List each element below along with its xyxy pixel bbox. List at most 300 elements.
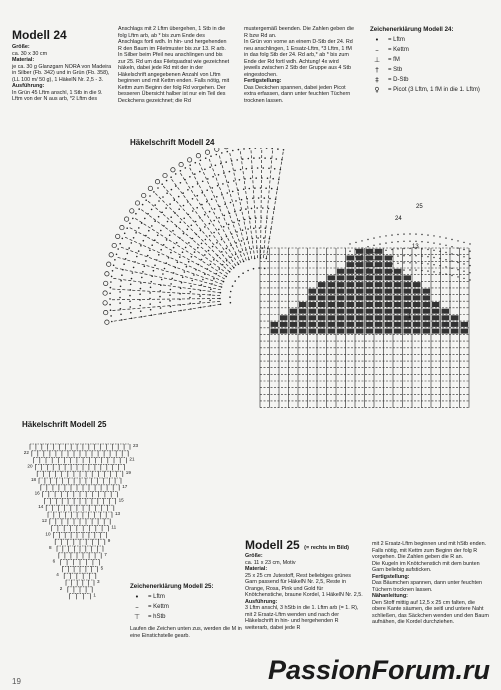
chain-stitch-mark	[263, 167, 265, 169]
chain-stitch-mark	[176, 242, 178, 244]
chain-stitch-mark	[110, 287, 112, 289]
chain-stitch-mark	[367, 268, 368, 269]
picot-mark	[155, 180, 159, 184]
chain-stitch-mark	[119, 297, 121, 299]
chart-24-row-label: 24	[395, 216, 402, 222]
chain-stitch-mark	[201, 243, 203, 245]
chain-stitch-mark	[221, 152, 223, 154]
chain-stitch-mark	[132, 218, 134, 220]
chain-stitch-mark	[160, 230, 162, 232]
chain-stitch-mark	[223, 226, 225, 228]
filet-filled-block	[347, 289, 355, 294]
chain-stitch-mark	[209, 166, 211, 168]
chart-25-row-number: 12	[41, 517, 47, 523]
chain-stitch-mark	[188, 261, 190, 263]
chain-stitch-mark	[204, 214, 206, 216]
chain-stitch-mark	[427, 242, 428, 243]
chain-stitch-mark	[439, 243, 440, 244]
chain-stitch-mark	[272, 178, 274, 180]
chain-stitch-mark	[427, 263, 428, 264]
chain-stitch-mark	[433, 235, 434, 236]
chain-stitch-mark	[222, 264, 224, 266]
stitch-symbol-icon: •	[374, 36, 380, 44]
chain-stitch-mark	[226, 260, 228, 262]
filet-filled-block	[299, 309, 307, 314]
filet-filled-block	[385, 302, 393, 307]
chain-stitch-mark	[189, 297, 191, 299]
chain-stitch-mark	[415, 241, 416, 242]
picot-mark	[187, 158, 191, 162]
filet-filled-block	[413, 322, 421, 327]
chain-stitch-mark	[120, 280, 122, 282]
chart-25-row-number: 22	[23, 449, 29, 455]
chain-stitch-mark	[129, 295, 131, 297]
chain-stitch-mark	[166, 180, 168, 182]
model-24-middle-text: Anschlags mit 2 Lftm übergehen, 1 Stb in die folg Lftm arb, ab * bis zum Ende des Anschlags fortl wdh. In hin- und hergehenden R den Baum im Filetmuster bis zur 13. R arb. In Silber beim Pfeil neu anschlingen und bis zur 25. Rd um das Filetquadrat wie gezeichnet häkeln, dabei jede Rd mit der in der Häkelschrift angegebenen Anzahl von Lftm beginnen und mit Kettm enden. Falls nötig, mit Kettm zum Beginn der folg Rd vorgehen. Der besseren Übersicht halber ist nur ein Teil des Deckchens gezeichnet; die Rd	[118, 26, 230, 104]
chart-25-title: Häkelschrift Modell 25	[22, 420, 107, 429]
filet-filled-block	[413, 309, 421, 314]
picot-mark	[148, 186, 152, 190]
chain-stitch-mark	[250, 178, 252, 180]
stitch-symbol-icon: ⊤	[133, 613, 141, 621]
filet-filled-block	[394, 315, 402, 320]
filet-filled-block	[299, 302, 307, 307]
chain-stitch-mark	[271, 148, 273, 149]
chain-stitch-mark	[235, 200, 237, 202]
chain-stitch-mark	[171, 189, 173, 191]
chain-stitch-mark	[257, 237, 259, 239]
filet-filled-block	[347, 322, 355, 327]
picot-mark	[179, 162, 183, 166]
chain-stitch-mark	[133, 267, 135, 269]
chain-stitch-mark	[259, 227, 261, 229]
filet-filled-block	[328, 295, 336, 300]
chain-stitch-mark	[463, 256, 464, 257]
chain-stitch-mark	[463, 263, 464, 264]
chain-stitch-mark	[132, 272, 134, 274]
filet-filled-block	[309, 295, 317, 300]
chain-stitch-mark	[180, 170, 182, 172]
legend-24-label: = Picot (3 Lftm, 1 fM in die 1. Lftm)	[388, 87, 480, 93]
chain-stitch-mark	[120, 314, 122, 316]
chain-stitch-mark	[227, 192, 229, 194]
chain-stitch-mark	[367, 246, 368, 247]
chain-stitch-mark	[433, 242, 434, 243]
chain-stitch-mark	[149, 250, 151, 252]
filet-filled-block	[347, 262, 355, 267]
chain-stitch-mark	[214, 208, 216, 210]
filet-filled-block	[413, 315, 421, 320]
chain-stitch-mark	[192, 186, 194, 188]
filet-filled-block	[451, 315, 459, 320]
chain-stitch-mark	[170, 283, 172, 285]
size-label: Größe:	[12, 44, 30, 50]
filet-filled-block	[356, 295, 364, 300]
chain-stitch-mark	[130, 284, 132, 286]
filet-filled-block	[347, 295, 355, 300]
chain-stitch-mark	[192, 210, 194, 212]
filet-filled-block	[347, 329, 355, 334]
chain-stitch-mark	[469, 243, 470, 244]
filet-filled-block	[442, 315, 450, 320]
filet-filled-block	[461, 322, 469, 327]
chain-stitch-mark	[403, 262, 404, 263]
chain-stitch-mark	[451, 275, 452, 276]
filet-filled-block	[432, 329, 440, 334]
chain-stitch-mark	[242, 158, 244, 160]
picot-mark	[196, 154, 200, 158]
chain-stitch-mark	[253, 268, 255, 270]
picot-mark	[163, 173, 167, 177]
filet-filled-block	[432, 309, 440, 314]
chain-stitch-mark	[143, 240, 145, 242]
filet-filled-block	[356, 282, 364, 287]
filet-filled-block	[423, 315, 431, 320]
chain-stitch-mark	[120, 286, 122, 288]
chain-stitch-mark	[159, 302, 161, 304]
filet-filled-block	[375, 275, 383, 280]
material-text: je ca. 30 g Glanzgarn NORA von Madeira in Silber (Fb. 342) und in Grün (Fb. 358), (LL 100 m/ 50 g), 1 HäkelN Nr. 2,5 - 3.	[12, 63, 112, 83]
chain-stitch-mark	[193, 274, 195, 276]
chain-stitch-mark	[153, 191, 155, 193]
chain-stitch-mark	[243, 188, 245, 190]
picot-mark	[135, 201, 139, 205]
chain-stitch-mark	[140, 288, 142, 290]
treble-stitch-line	[111, 278, 220, 293]
filet-filled-block	[337, 275, 345, 280]
chain-stitch-mark	[180, 182, 182, 184]
filet-filled-block	[451, 329, 459, 334]
chain-stitch-mark	[269, 198, 271, 200]
chain-stitch-mark	[211, 198, 213, 200]
chain-stitch-mark	[409, 241, 410, 242]
right-text-2: In Grün von vorne an einem D-Stb der 24. Rd neu anschlingen, 1 Ersatz-Lftm, *3 Lftm, 1 fM in das folg Stb der 24. Rd arb,* ab * bis zum Ende der Rd fortl wdh. Achtung! 4x wird jeweils zwischen 2 Stb der Gruppe aus 4 Stb eingestochen.	[244, 39, 353, 78]
legend-24-item	[370, 55, 495, 65]
chain-stitch-mark	[162, 196, 164, 198]
size-value: ca. 30 x 30 cm	[12, 50, 48, 57]
filet-filled-block	[328, 275, 336, 280]
ausfuehrung-label: Ausführung:	[12, 83, 45, 89]
filet-filled-block	[394, 329, 402, 334]
chain-stitch-mark	[150, 309, 152, 311]
filet-filled-block	[337, 289, 345, 294]
chain-stitch-mark	[208, 250, 210, 252]
chart-25-row-number: 9	[107, 538, 111, 544]
chart-25-row-number: 3	[97, 579, 100, 584]
chain-stitch-mark	[180, 288, 182, 290]
chain-stitch-mark	[123, 263, 125, 265]
chain-stitch-mark	[157, 235, 159, 237]
chain-stitch-mark	[178, 196, 180, 198]
model-25-text	[245, 553, 363, 631]
chain-stitch-mark	[239, 179, 241, 181]
filet-filled-block	[347, 275, 355, 280]
chain-stitch-mark	[195, 221, 197, 223]
filet-filled-block	[347, 256, 355, 261]
filet-filled-block	[375, 295, 383, 300]
filet-filled-block	[404, 309, 412, 314]
filet-filled-block	[385, 315, 393, 320]
chain-stitch-mark	[234, 170, 236, 172]
chain-stitch-mark	[433, 250, 434, 251]
filet-filled-block	[375, 302, 383, 307]
filet-filled-block	[337, 329, 345, 334]
chain-stitch-mark	[199, 301, 201, 303]
filet-filled-block	[309, 322, 317, 327]
chain-stitch-mark	[255, 177, 257, 179]
filet-filled-block	[318, 289, 326, 294]
filet-filled-block	[413, 289, 421, 294]
chain-stitch-mark	[235, 242, 237, 244]
chain-stitch-mark	[154, 204, 156, 206]
chain-stitch-mark	[217, 185, 219, 187]
fertig-text: Das Deckchen spannen, dabei jeden Picot extra erfassen, dann unter feuchten Tüchern trocknen lassen.	[244, 84, 351, 104]
chain-stitch-mark	[240, 169, 242, 171]
chain-stitch-mark	[162, 273, 164, 275]
filet-filled-block	[328, 315, 336, 320]
chain-stitch-mark	[135, 232, 137, 234]
chain-stitch-mark	[439, 236, 440, 237]
chain-stitch-mark	[283, 149, 285, 151]
filet-filled-block	[347, 269, 355, 274]
legend-25-note: Laufen die Zeichen unten zus, werden die M in eine Einstichstelle gearb.	[130, 626, 242, 639]
chain-stitch-mark	[178, 208, 180, 210]
filet-filled-block	[356, 302, 364, 307]
chain-stitch-mark	[129, 301, 131, 303]
filet-filled-block	[366, 309, 374, 314]
chain-stitch-mark	[161, 183, 163, 185]
chart-25-row-number: 2	[59, 585, 63, 591]
chain-stitch-mark	[160, 290, 162, 292]
chain-stitch-mark	[140, 282, 142, 284]
chain-stitch-mark	[173, 247, 175, 249]
chain-stitch-mark	[247, 228, 249, 230]
chain-stitch-mark	[109, 304, 111, 306]
filet-filled-block	[366, 289, 374, 294]
treble-stitch-line	[240, 149, 255, 258]
chain-stitch-mark	[166, 239, 168, 241]
filet-filled-block	[375, 282, 383, 287]
chain-stitch-mark	[183, 205, 185, 207]
filet-filled-block	[385, 256, 393, 261]
page-number: 19	[12, 677, 21, 686]
chain-stitch-mark	[213, 278, 215, 280]
chain-stitch-mark	[113, 265, 115, 267]
chain-stitch-mark	[170, 252, 172, 254]
chain-stitch-mark	[265, 187, 267, 189]
chain-stitch-mark	[349, 243, 350, 244]
chain-stitch-mark	[227, 151, 229, 153]
legend-24-label: = D-Stb	[388, 77, 409, 83]
chain-stitch-mark	[267, 177, 269, 179]
stitch-symbol-icon: –	[135, 603, 139, 611]
chain-stitch-mark	[138, 250, 140, 252]
chain-stitch-mark	[124, 233, 126, 235]
filet-filled-block	[423, 322, 431, 327]
chain-stitch-mark	[175, 173, 177, 175]
filet-filled-block	[309, 302, 317, 307]
chain-stitch-mark	[257, 167, 259, 169]
picot-mark	[104, 310, 108, 314]
legend-24-item	[370, 75, 495, 85]
filet-filled-block	[299, 322, 307, 327]
filet-filled-block	[328, 322, 336, 327]
chain-stitch-mark	[209, 300, 211, 302]
chain-stitch-mark	[205, 239, 207, 241]
treble-stitch-line	[229, 151, 251, 259]
chain-stitch-mark	[127, 253, 129, 255]
chain-stitch-mark	[204, 169, 206, 171]
chart-24-row-label: 1	[408, 314, 412, 320]
chart-25-row-number: 7	[104, 551, 107, 557]
chain-stitch-mark	[451, 253, 452, 254]
chain-stitch-mark	[204, 273, 206, 275]
chain-stitch-mark	[271, 188, 273, 190]
legend-25-item	[130, 612, 242, 622]
chain-stitch-mark	[246, 168, 248, 170]
chain-stitch-mark	[216, 154, 218, 156]
filet-filled-block	[328, 309, 336, 314]
chain-stitch-mark	[170, 289, 172, 291]
chain-stitch-mark	[182, 277, 184, 279]
chain-stitch-mark	[201, 204, 203, 206]
chain-stitch-mark	[130, 306, 132, 308]
chain-stitch-mark	[213, 259, 215, 261]
chart-25-row-number: 10	[45, 531, 51, 537]
chain-stitch-mark	[233, 180, 235, 182]
filet-filled-block	[337, 269, 345, 274]
chart-25-row-number: 6	[52, 558, 56, 564]
chain-stitch-mark	[250, 218, 252, 220]
treble-stitch-line	[266, 150, 283, 259]
chain-stitch-mark	[218, 174, 220, 176]
filet-filled-block	[366, 262, 374, 267]
chain-stitch-mark	[142, 271, 144, 273]
m25-material-text: 25 x 25 cm Jutestoff, Rest beliebiges grünes Garn passend für HäkelN Nr. 2,5, Reste in Orange, Rosa, Pink und Gold für Knötchenstiche, braune Kordel, 1 HäkelN Nr. 2,5.	[245, 572, 363, 598]
filet-filled-block	[290, 315, 298, 320]
chain-stitch-mark	[130, 312, 132, 314]
chart-25-row-number: 19	[125, 470, 131, 476]
filet-filled-block	[337, 302, 345, 307]
filet-filled-block	[423, 309, 431, 314]
chain-stitch-mark	[355, 242, 356, 243]
filet-filled-block	[442, 329, 450, 334]
chain-stitch-mark	[168, 257, 170, 259]
chain-stitch-mark	[463, 278, 464, 279]
chain-stitch-mark	[451, 260, 452, 261]
chain-stitch-mark	[397, 263, 398, 264]
chart-25-row-number: 20	[27, 463, 33, 469]
chart-24-row-label: 13	[412, 244, 419, 250]
stitch-symbol-icon: •	[134, 593, 140, 601]
filet-filled-block	[280, 315, 288, 320]
chain-stitch-mark	[236, 159, 238, 161]
filet-filled-block	[413, 329, 421, 334]
filet-filled-block	[404, 295, 412, 300]
chain-stitch-mark	[415, 262, 416, 263]
chain-stitch-mark	[238, 276, 240, 278]
model-25-title: Modell 25	[245, 538, 300, 552]
chain-stitch-mark	[403, 233, 404, 234]
chart-25-row-number: 16	[34, 490, 40, 496]
model-24-title: Modell 24	[12, 28, 67, 42]
chain-stitch-mark	[397, 234, 398, 235]
chain-stitch-mark	[236, 231, 238, 233]
chart-25-row-number: 5	[100, 565, 104, 571]
chain-stitch-mark	[183, 233, 185, 235]
chain-stitch-mark	[207, 178, 209, 180]
chain-stitch-mark	[148, 230, 150, 232]
chain-stitch-mark	[222, 183, 224, 185]
chain-stitch-mark	[169, 234, 171, 236]
chain-stitch-mark	[205, 157, 207, 159]
chain-stitch-mark	[199, 295, 201, 297]
chain-stitch-mark	[194, 251, 196, 253]
chain-stitch-mark	[264, 157, 266, 159]
treble-stitch-line	[251, 148, 258, 258]
filet-filled-block	[290, 329, 298, 334]
chain-stitch-mark	[249, 188, 251, 190]
chain-stitch-mark	[186, 266, 188, 268]
filet-filled-block	[290, 322, 298, 327]
legend-25-label: = hStb	[148, 614, 166, 620]
chain-stitch-mark	[179, 256, 181, 258]
chain-stitch-mark	[361, 240, 362, 241]
m25-fertig-text: Das Bäumchen spannen, dann unter feuchten Tüchern trocknen lassen.	[372, 580, 482, 593]
filet-filled-block	[385, 309, 393, 314]
chain-stitch-mark	[253, 157, 255, 159]
model-24-text	[12, 44, 112, 103]
chain-stitch-mark	[194, 173, 196, 175]
chain-stitch-mark	[469, 251, 470, 252]
filet-filled-block	[404, 289, 412, 294]
chain-stitch-mark	[457, 262, 458, 263]
chain-stitch-mark	[457, 276, 458, 277]
chain-stitch-mark	[224, 215, 226, 217]
legend-24-label: = fM	[388, 57, 400, 63]
model-25-header	[245, 536, 349, 554]
chain-stitch-mark	[469, 279, 470, 280]
filet-filled-block	[432, 322, 440, 327]
chain-stitch-mark	[128, 247, 130, 249]
treble-stitch-line	[110, 289, 220, 296]
chain-stitch-mark	[197, 247, 199, 249]
chain-stitch-mark	[218, 229, 220, 231]
m25-ausfuehrung-label: Ausführung:	[245, 598, 278, 605]
legend-25-title: Zeichenerklärung Modell 25:	[130, 583, 214, 590]
chain-stitch-mark	[114, 259, 116, 261]
chain-stitch-mark	[121, 274, 123, 276]
filet-filled-block	[423, 295, 431, 300]
chain-stitch-mark	[218, 217, 220, 219]
chart-25-row-number: 14	[38, 504, 44, 510]
chain-stitch-mark	[379, 243, 380, 244]
filet-filled-block	[299, 315, 307, 320]
right-text-1: mustergemäß beenden. Die Zahlen geben die R bzw Rd an.	[244, 26, 354, 39]
chain-stitch-mark	[210, 264, 212, 266]
chain-stitch-mark	[433, 264, 434, 265]
chain-stitch-mark	[421, 241, 422, 242]
chain-stitch-mark	[210, 289, 212, 291]
chain-stitch-mark	[397, 241, 398, 242]
chain-stitch-mark	[270, 158, 272, 160]
treble-stitch-line	[116, 257, 222, 287]
filet-filled-block	[366, 315, 374, 320]
chain-stitch-mark	[469, 265, 470, 266]
filet-filled-block	[366, 322, 374, 327]
treble-stitch-line	[113, 267, 221, 289]
chain-stitch-mark	[230, 202, 232, 204]
